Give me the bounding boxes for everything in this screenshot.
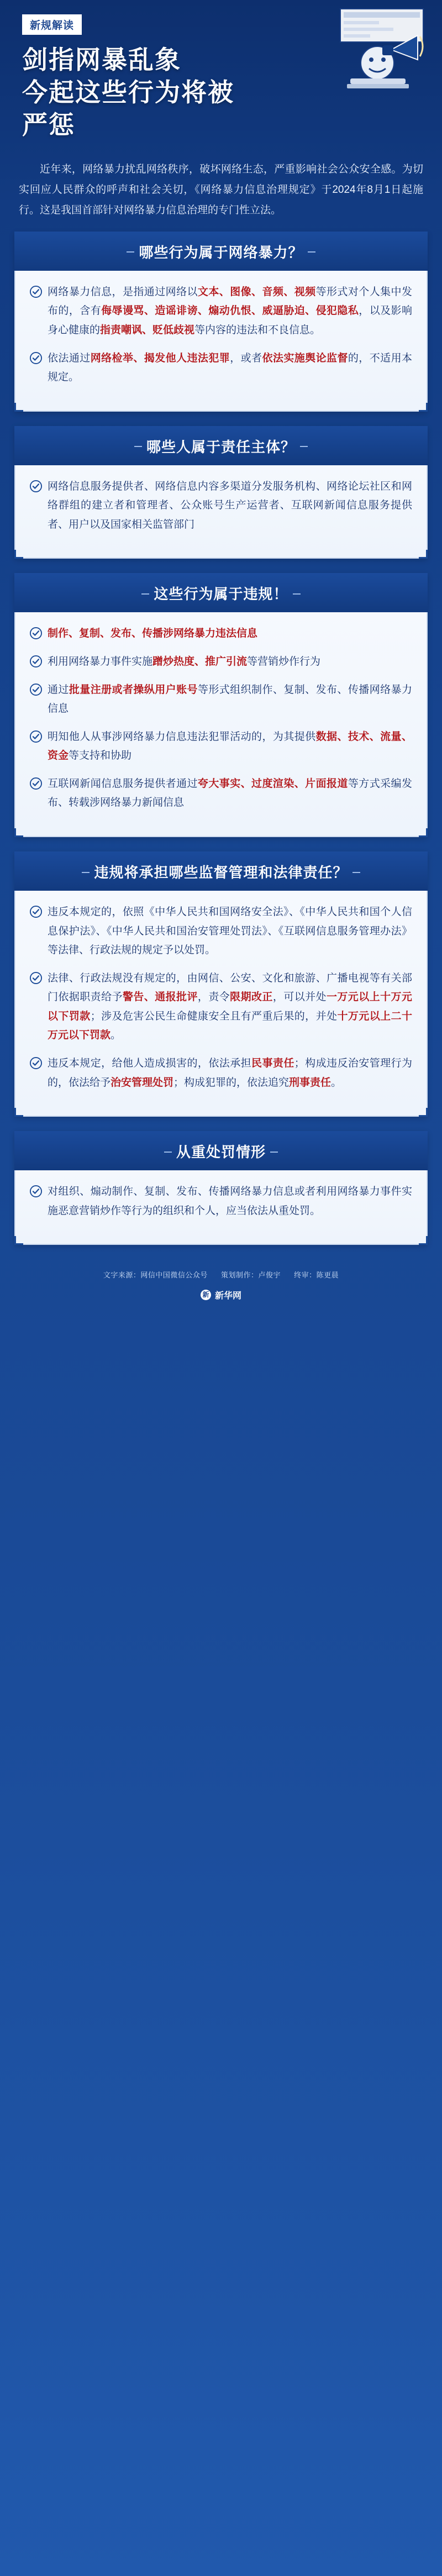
corner-mark (419, 1108, 428, 1117)
section-header (14, 573, 428, 612)
list-item (15, 349, 427, 396)
title-line-1: 剑指网暴乱象 (22, 45, 181, 74)
check-icon (30, 972, 42, 984)
list-item-text: 违反本规定的，依照《中华人民共和国网络安全法》、《中华人民共和国个人信息保护法》、《中华人民共和国治安管理处罚法》、《互联网信息服务管理办法》等法律、行政法规的规定予以处罚。 (48, 906, 412, 956)
check-icon (30, 480, 42, 492)
title-line-2: 今起这些行为将被 (22, 77, 234, 107)
corner-mark (419, 1236, 428, 1245)
corner-mark (14, 550, 23, 559)
check-icon (30, 906, 42, 918)
page-title (22, 44, 420, 141)
section-header (14, 1131, 428, 1170)
sections-container (0, 232, 442, 1245)
list-item (15, 903, 427, 969)
list-item (15, 624, 427, 653)
credits (0, 1269, 442, 1280)
list-item (15, 775, 427, 822)
check-icon (30, 655, 42, 667)
header (0, 0, 442, 151)
section-header (14, 851, 428, 891)
list-item-text: 通过批量注册或者操纵用户账号等形式组织制作、复制、发布、传播网络暴力信息 (48, 684, 412, 715)
title-line-3: 严惩 (22, 110, 75, 139)
list-item-text: 互联网新闻信息服务提供者通过夸大事实、过度渲染、片面报道等方式采编发布、转载涉网络暴力新闻信息 (48, 777, 412, 809)
list-item-text: 网络信息服务提供者、网络信息内容多渠道分发服务机构、网络论坛社区和网络群组的建立者和管理者、公众账号生产运营者、互联网新闻信息服务提供者、用户以及国家相关监管部门 (48, 480, 412, 530)
section-card (14, 573, 428, 837)
section-card (14, 232, 428, 412)
list-item (15, 969, 427, 1054)
list-item-text: 法律、行政法规没有规定的，由网信、公安、文化和旅游、广播电视等有关部门依据职责给予警告、通报批评，责令限期改正，可以并处一万元以上十万元以下罚款；涉及危害公民生命健康安全且有严重后果的，并处十万元以上二十万元以下罚款。 (48, 972, 412, 1042)
corner-mark (14, 1236, 23, 1245)
footer (0, 1259, 442, 1307)
credit-source: 文字来源：网信中国微信公众号 (103, 1271, 208, 1280)
section-card (14, 851, 428, 1117)
list-item-text: 依法通过网络检举、揭发他人违法犯罪，或者依法实施舆论监督的，不适用本规定。 (48, 352, 412, 383)
section-card (14, 426, 428, 559)
list-item-text: 制作、复制、发布、传播涉网络暴力违法信息 (48, 628, 258, 640)
brand-logo (201, 1289, 241, 1301)
list-item-text: 利用网络暴力事件实施蹭炒热度、推广引流等营销炒作行为 (48, 655, 321, 667)
list-item (15, 283, 427, 349)
section-heading: 哪些行为属于网络暴力？ (127, 241, 315, 262)
corner-mark (14, 1108, 23, 1117)
check-icon (30, 684, 42, 696)
section-heading: 违规将承担哪些监督管理和法律责任？ (82, 861, 360, 882)
list-item (15, 728, 427, 775)
list-item (15, 681, 427, 728)
corner-mark (14, 828, 23, 837)
section-card (14, 1131, 428, 1245)
check-icon (30, 1185, 42, 1197)
check-icon (30, 627, 42, 639)
brand-mark-icon: 新 (201, 1290, 211, 1300)
check-icon (30, 352, 42, 364)
corner-mark (419, 828, 428, 837)
list-item (15, 477, 427, 544)
list-item-text: 网络暴力信息，是指通过网络以文本、图像、音频、视频等形式对个人集中发布的，含有侮辱谩骂、造谣诽谤、煽动仇恨、威逼胁迫、侵犯隐私，以及影响身心健康的指责嘲讽、贬低歧视等内容的违法和不良信息。 (48, 286, 412, 336)
section-heading: 哪些人属于责任主体？ (134, 436, 308, 456)
intro-paragraph: 近年来，网络暴力扰乱网络秩序，破坏网络生态，严重影响社会公众安全感。为切实回应人民群众的呼声和社会关切，《网络暴力信息治理规定》于2024年8月1日起施行。这是我国首部针对网络暴力信息治理的专门性立法。 (19, 163, 423, 216)
credit-reviewer: 终审：陈更晨 (294, 1271, 339, 1280)
corner-mark (14, 403, 23, 412)
section-header (14, 232, 428, 271)
credit-producer: 策划制作：卢俊宇 (220, 1271, 281, 1280)
check-icon (30, 286, 42, 298)
check-icon (30, 1057, 42, 1069)
section-heading: 从重处罚情形 (164, 1141, 278, 1161)
section-heading: 这些行为属于违规！ (141, 583, 300, 603)
check-icon (30, 777, 42, 790)
list-item-text: 对组织、煽动制作、复制、发布、传播网络暴力信息或者利用网络暴力事件实施恶意营销炒作等行为的组织和个人，应当依法从重处罚。 (48, 1186, 412, 1217)
list-item-text: 明知他人从事涉网络暴力信息违法犯罪活动的，为其提供数据、技术、流量、资金等支持和协助 (48, 730, 412, 762)
list-item (15, 1054, 427, 1101)
list-item (15, 653, 427, 681)
section-header (14, 426, 428, 465)
corner-mark (419, 403, 428, 412)
corner-mark (419, 550, 428, 559)
list-item-text: 违反本规定，给他人造成损害的，依法承担民事责任；构成违反治安管理行为的，依法给予治安管理处罚；构成犯罪的，依法追究刑事责任。 (48, 1058, 412, 1089)
brand-name: 新华网 (214, 1291, 241, 1301)
list-item (15, 1182, 427, 1229)
category-tag: 新规解读 (22, 14, 82, 35)
check-icon (30, 730, 42, 743)
